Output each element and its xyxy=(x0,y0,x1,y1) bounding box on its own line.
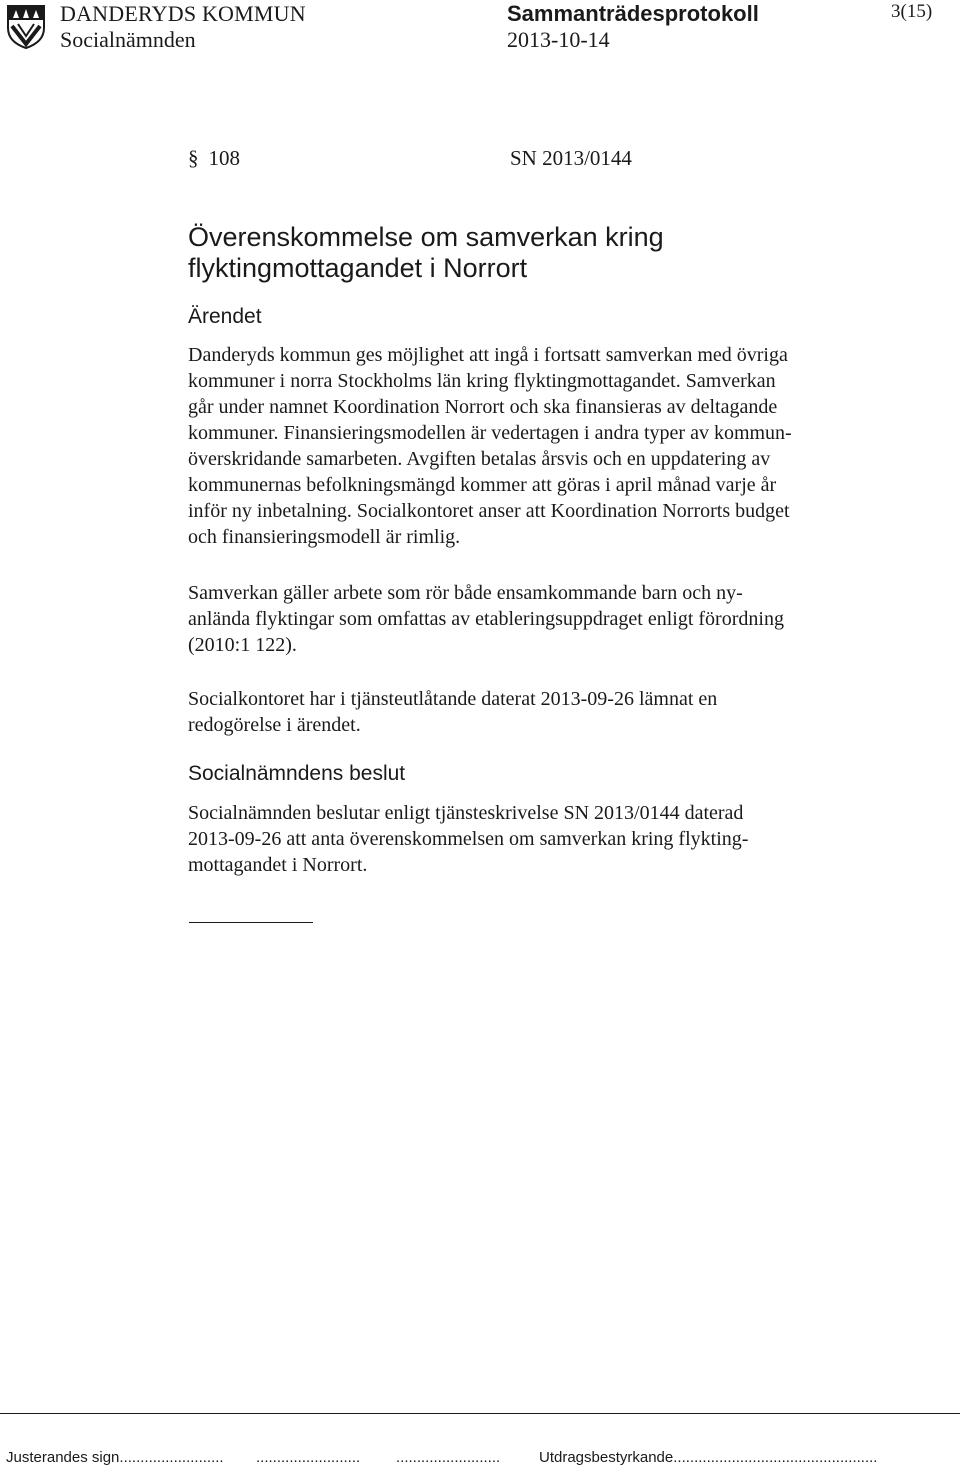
text-line: Socialnämnden beslutar enligt tjänsteskrivelse SN 2013/0144 daterad xyxy=(188,802,744,824)
meeting-date: 2013-10-14 xyxy=(507,27,610,52)
arendet-paragraph-2 xyxy=(188,580,948,658)
decision-paragraph xyxy=(188,800,948,878)
footer-justerandes-sign: Justerandes sign......................... xyxy=(6,1449,224,1466)
section-number xyxy=(188,146,240,171)
text-line: och finansieringsmodell är rimlig. xyxy=(188,526,461,548)
case-number: SN 2013/0144 xyxy=(510,146,632,170)
text-line: kommuner. Finansieringsmodellen är vedertagen i andra typer av kommun- xyxy=(188,422,792,444)
document-type: Sammanträdesprotokoll xyxy=(507,1,759,26)
paragraph-sign: § xyxy=(188,146,199,170)
page-title xyxy=(188,222,928,284)
text-line: kommuner i norra Stockholms län kring flyktingmottagandet. Samverkan xyxy=(188,370,776,392)
section-end-rule xyxy=(189,922,313,923)
text-line: inför ny inbetalning. Socialkontoret anser att Koordination Norrorts budget xyxy=(188,500,790,522)
org-name: DANDERYDS KOMMUN xyxy=(60,1,306,26)
text-line: Socialkontoret har i tjänsteutlåtande daterat 2013-09-26 lämnat en xyxy=(188,688,718,710)
text-line: (2010:1 122). xyxy=(188,634,297,656)
text-line: går under namnet Koordination Norrort och ska finansieras av deltagande xyxy=(188,396,778,418)
coat-of-arms-icon xyxy=(6,4,46,50)
footer-utdragsbestyrkande: Utdragsbestyrkande................................................. xyxy=(539,1449,878,1466)
text-line: överskridande samarbeten. Avgiften betalas årsvis och en uppdatering av xyxy=(188,448,771,470)
arendet-paragraph-3 xyxy=(188,686,948,738)
page-number: 3(15) xyxy=(891,1,933,22)
text-line: Danderyds kommun ges möjlighet att ingå i fortsatt samverkan med övriga xyxy=(188,344,788,366)
title-line: Överenskommelse om samverkan kring xyxy=(188,222,664,252)
text-line: Samverkan gäller arbete som rör både ensamkommande barn och ny- xyxy=(188,582,743,604)
text-line: kommunernas befolkningsmängd kommer att göras i april månad varje år xyxy=(188,474,777,496)
text-line: redogörelse i ärendet. xyxy=(188,714,361,736)
footer-divider xyxy=(0,1413,960,1414)
section-number-value: 108 xyxy=(208,146,240,170)
arendet-paragraph-1 xyxy=(188,342,948,550)
committee-name: Socialnämnden xyxy=(60,27,196,52)
text-line: 2013-09-26 att anta överenskommelsen om samverkan kring flykting- xyxy=(188,828,749,850)
decision-heading: Socialnämndens beslut xyxy=(188,762,406,785)
arendet-heading: Ärendet xyxy=(188,305,262,328)
footer-signature-field: ......................... xyxy=(256,1449,361,1466)
text-line: mottagandet i Norrort. xyxy=(188,854,368,876)
text-line: anlända flyktingar som omfattas av etableringsuppdraget enligt förordning xyxy=(188,608,784,630)
footer-signature-field: ......................... xyxy=(396,1449,501,1466)
title-line: flyktingmottagandet i Norrort xyxy=(188,253,528,283)
